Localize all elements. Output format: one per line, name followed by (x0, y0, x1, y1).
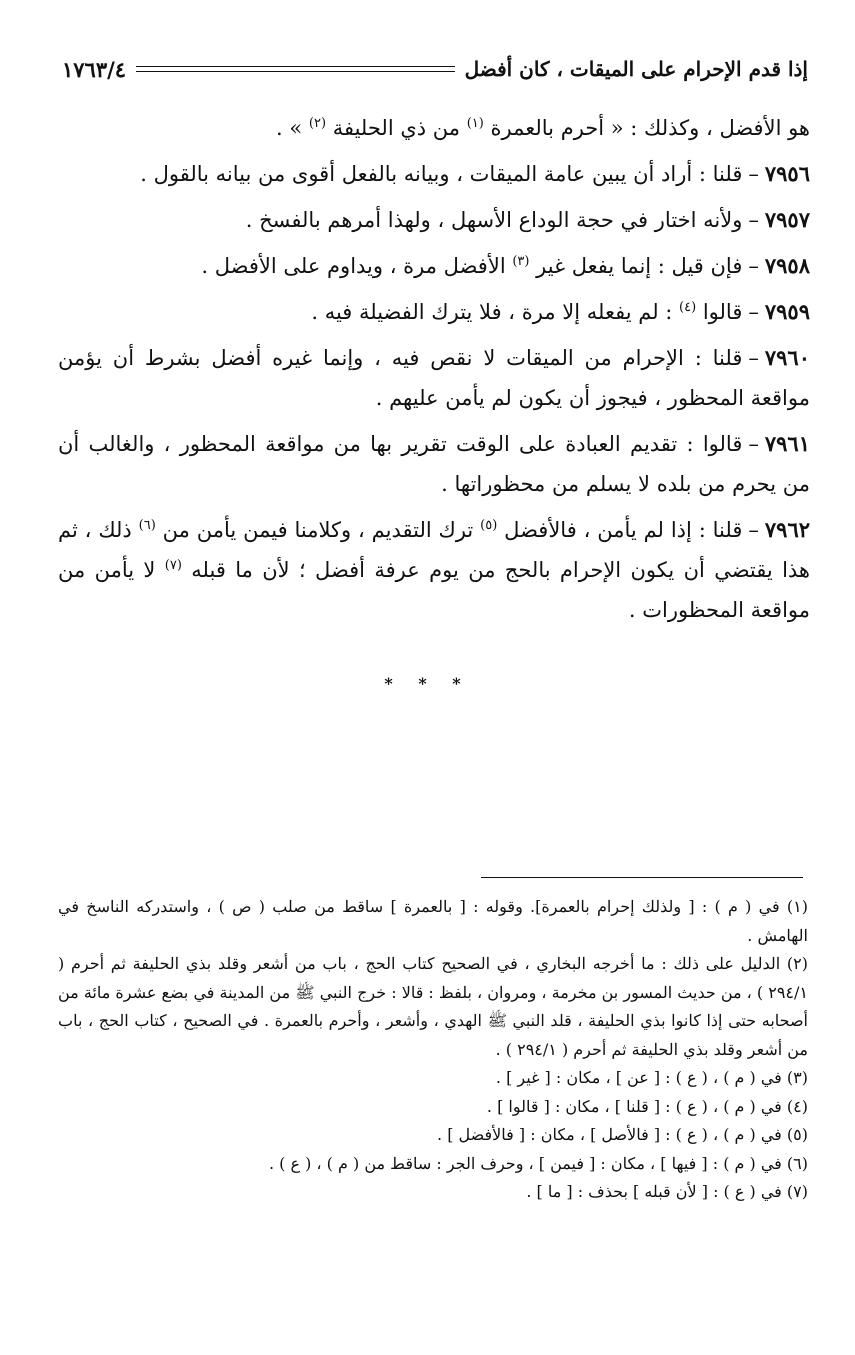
paragraph-number: ٧٩٥٧ (764, 207, 810, 232)
running-header (62, 52, 808, 86)
paragraph-text: قلنا : أراد أن يبين عامة الميقات ، وبيانه بالفعل أقوى من بيانه بالقول . (140, 162, 743, 186)
footnote: (٥) في ( م ) ، ( ع ) : [ فالأصل ] ، مكان : [ فالأفضل ] . (437, 1125, 808, 1144)
paragraph-text: قالوا $^{(٤)}$ : لم يفعله إلا مرة ، فلا يترك الفضيلة فيه . (311, 300, 743, 324)
paragraph-text: قلنا : الإحرام من الميقات لا نقص فيه ، وإنما غيره أفضل بشرط أن يؤمن مواقعة المحظور ، فيجوز أن يكون لم يأمن عليهم . (58, 346, 810, 410)
header-rule (136, 66, 455, 72)
footnote: (٢) الدليل على ذلك : ما أخرجه البخاري ، في الصحيح كتاب الحج ، باب من أشعر وقلد بذي الحليفة ثم أحرم ( ٢٩٤/١ ) ، من حديث المسور بن مخرمة ، ومروان ، بلفظ : قالا : خرج النبي ﷺ من المدينة في بضع عشرة مائة من أصحابه حتى إذا كانوا بذي الحليفة ، قلد النبي ﷺ الهدي ، وأشعر ، وأحرم بالعمرة . في الصحيح ، كتاب الحج ، باب من أشعر وقلد بذي الحليفة ثم أحرم ( ٢٩٤/١ ) . (58, 954, 808, 1059)
paragraph-number: ٧٩٦١ (764, 431, 810, 456)
footnote: (١) في ( م ) : [ ولذلك إحرام بالعمرة]. وقوله : [ بالعمرة ] ساقط من صلب ( ص ) ، واستدركه الناسخ في الهامش . (58, 897, 808, 945)
paragraph-number: ٧٩٥٨ (764, 253, 810, 278)
paragraph-dash: – (748, 346, 759, 370)
section-separator: * * * (384, 674, 471, 693)
paragraph-number: ٧٩٦٢ (764, 517, 811, 542)
paragraph-text: قالوا : تقديم العبادة على الوقت تقرير بها من مواقعة المحظور ، والغالب أن من يحرم من بلده لا يسلم من محظوراتها . (58, 432, 810, 496)
paragraph-text: فإن قيل : إنما يفعل غير $^{(٣)}$ الأفضل مرة ، ويداوم على الأفضل . (201, 254, 743, 278)
footnote: (٧) في ( ع ) : [ لأن قبله ] بحذف : [ ما ] . (526, 1182, 808, 1201)
paragraph-dash: – (748, 300, 759, 324)
paragraph-text: هو الأفضل ، وكذلك : « أحرم بالعمرة $^{(١)}$ من ذي الحليفة $^{(٢)}$ » . (276, 116, 810, 140)
paragraph-dash: – (748, 432, 759, 456)
footnote: (٣) في ( م ) ، ( ع ) : [ عن ] ، مكان : [ غير ] . (495, 1068, 808, 1087)
paragraph (58, 338, 810, 418)
paragraph (58, 246, 810, 286)
paragraph-number: ٧٩٦٠ (764, 345, 810, 370)
paragraph-dash: – (748, 518, 759, 542)
paragraph (58, 108, 810, 148)
paragraph-dash: – (748, 208, 759, 232)
footnotes (58, 893, 808, 1207)
paragraph (58, 292, 810, 332)
footnote: (٦) في ( م ) : [ فيها ] ، مكان : [ فيمن ] ، وحرف الجر : ساقط من ( م ) ، ( ع ) . (268, 1153, 808, 1173)
paragraph-number: ٧٩٥٦ (764, 161, 810, 186)
paragraph-number: ٧٩٥٩ (764, 299, 810, 324)
page-number: ١٧٦٣/٤ (62, 56, 127, 82)
paragraph (58, 154, 810, 194)
paragraph-dash: – (748, 162, 759, 186)
paragraph (58, 200, 810, 240)
paragraph (58, 510, 810, 630)
paragraph-text: ولأنه اختار في حجة الوداع الأسهل ، ولهذا أمرهم بالفسخ . (245, 208, 743, 232)
header-title: إذا قدم الإحرام على الميقات ، كان أفضل (464, 57, 808, 81)
paragraph-text: قلنا : إذا لم يأمن ، فالأفضل $^{(٥)}$ ترك التقديم ، وكلامنا فيمن يأمن من $^{(٦)}$ ذلك ، ثم هذا يقتضي أن يكون الإحرام بالحج من يوم عرفة أفضل ؛ لأن ما قبله $^{(٧)}$ لا يأمن من مواقعة المحظورات . (58, 518, 811, 622)
footnote: (٤) في ( م ) ، ( ع ) : [ قلنا ] ، مكان : [ قالوا ] . (486, 1096, 808, 1116)
main-text (58, 108, 810, 636)
paragraph-dash: – (748, 254, 759, 278)
footnote-rule (481, 877, 803, 878)
paragraph (58, 424, 810, 504)
